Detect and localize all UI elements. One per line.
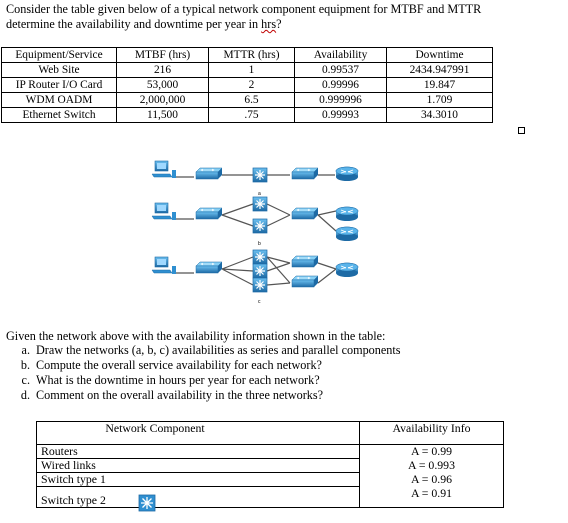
cell: IP Router I/O Card: [2, 78, 117, 93]
network-c: [152, 250, 358, 305]
availability-table: [36, 421, 504, 508]
table-row: [2, 63, 493, 78]
table-row: [2, 108, 493, 123]
table-row: [37, 473, 504, 487]
cell: Web Site: [2, 63, 117, 78]
switch-type2-icon: [138, 494, 156, 512]
question-d: [6, 388, 323, 402]
question-text: Draw the networks (a, b, c) availabilities as series and parallel components: [36, 343, 401, 357]
cell: 6.5: [209, 93, 295, 108]
router-icon: [336, 227, 358, 241]
table-header-row: [2, 48, 493, 63]
table-resize-handle[interactable]: [518, 127, 525, 134]
router-icon: [336, 207, 358, 221]
cell: A = 0.99: [360, 445, 504, 459]
header-equipment: Equipment/Service: [2, 48, 117, 63]
question-c: [6, 373, 320, 387]
cell: 216: [117, 63, 209, 78]
equipment-table: [1, 47, 493, 123]
question-a: [6, 343, 400, 357]
router-icon: [336, 167, 358, 181]
cell: Routers: [37, 445, 360, 459]
cell: 19.847: [387, 78, 493, 93]
question-text: What is the downtime in hours per year for each network?: [36, 373, 320, 387]
cell: 0.99537: [295, 63, 387, 78]
cell: 1: [209, 63, 295, 78]
intro-line-2: [6, 17, 562, 32]
pc-icon: [152, 257, 176, 274]
switch-icon: [292, 208, 318, 219]
header-availability-info: Availability Info: [360, 422, 504, 445]
cell: Ethernet Switch: [2, 108, 117, 123]
question-letter: a.: [21, 343, 30, 357]
network-b: [152, 197, 358, 247]
switch-type2-icon: [253, 264, 267, 278]
header-mttr: MTTR (hrs): [209, 48, 295, 63]
network-diagram: [150, 155, 380, 315]
question-text: Compute the overall service availability for each network?: [36, 358, 322, 372]
cell: 2,000,000: [117, 93, 209, 108]
cell: A = 0.96: [360, 473, 504, 487]
intro-line-2-text: determine the availability and downtime per year in: [6, 17, 262, 31]
pc-icon: [152, 203, 176, 220]
table-row: [37, 459, 504, 473]
cell: 0.99993: [295, 108, 387, 123]
table-row: [2, 93, 493, 108]
switch-type2-icon: [253, 250, 267, 264]
switch-type2-icon: [253, 219, 267, 233]
header-component-text: Network Component: [105, 421, 205, 435]
given-text: Given the network above with the availability information shown in the table:: [6, 329, 386, 343]
switch-icon: [292, 168, 318, 179]
cell: 53,000: [117, 78, 209, 93]
cell: 0.99996: [295, 78, 387, 93]
cell: A = 0.993: [360, 459, 504, 473]
cell: A = 0.91: [360, 487, 504, 508]
cell: Switch type 1: [37, 473, 360, 487]
cell: 34.3010: [387, 108, 493, 123]
label-b: b: [258, 241, 261, 247]
switch-icon: [196, 208, 222, 219]
pc-icon: [152, 161, 176, 178]
cell: Switch type 2: [37, 487, 360, 508]
header-component: [37, 422, 360, 445]
header-downtime: Downtime: [387, 48, 493, 63]
table-row: [37, 487, 504, 508]
cell: WDM OADM: [2, 93, 117, 108]
network-a: [152, 161, 358, 197]
table-row: [37, 445, 504, 459]
switch-type2-icon: [253, 278, 267, 292]
switch-icon: [292, 276, 318, 287]
switch-icon: [196, 168, 222, 179]
router-icon: [336, 263, 358, 277]
question-b: [6, 358, 322, 372]
switch-type2-icon: [253, 197, 267, 211]
header-availability: Availability: [295, 48, 387, 63]
switch-icon: [292, 256, 318, 267]
cell: 11,500: [117, 108, 209, 123]
intro-paragraph: [6, 2, 562, 32]
label-a: a: [258, 191, 261, 197]
intro-line-2-end: ?: [276, 17, 282, 31]
table-header-row: [37, 422, 504, 445]
cell: 1.709: [387, 93, 493, 108]
cell: .75: [209, 108, 295, 123]
switch-type2-icon: [253, 168, 267, 182]
header-mtbf: MTBF (hrs): [117, 48, 209, 63]
table-row: [2, 78, 493, 93]
switch-icon: [196, 262, 222, 273]
question-text: Comment on the overall availability in the three networks?: [36, 388, 324, 402]
intro-line-1: Consider the table given below of a typical network component equipment for MTBF and MTTR: [6, 2, 482, 16]
label-c: c: [258, 299, 261, 305]
cell: 0.999996: [295, 93, 387, 108]
question-letter: c.: [21, 373, 30, 387]
question-letter: b.: [20, 358, 30, 372]
cell: 2434.947991: [387, 63, 493, 78]
question-letter: d.: [20, 388, 30, 402]
cell: Wired links: [37, 459, 360, 473]
cell: 2: [209, 78, 295, 93]
spellcheck-word[interactable]: hrs: [261, 17, 277, 31]
